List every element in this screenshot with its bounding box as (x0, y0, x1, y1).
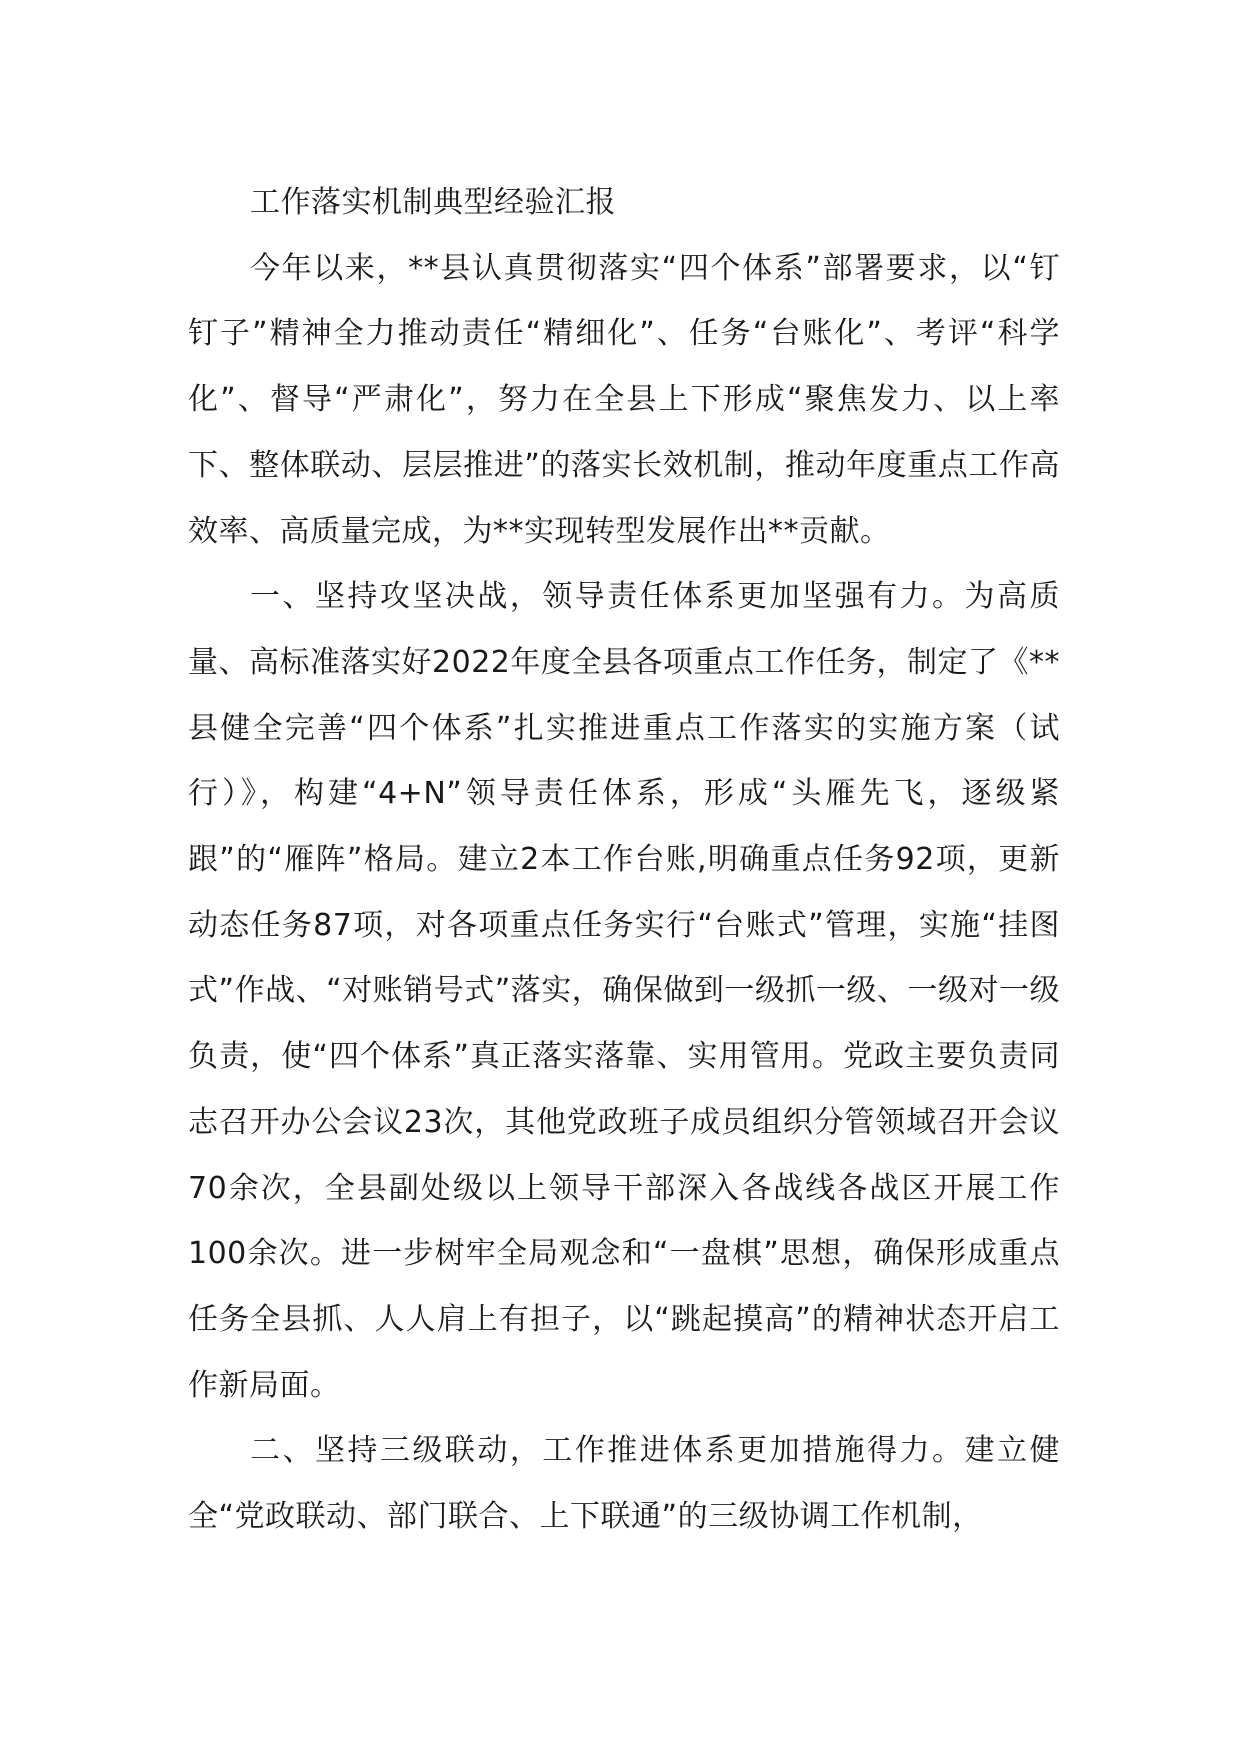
paragraph-section-one: 一、坚持攻坚决战，领导责任体系更加坚强有力。为高质量、高标准落实好2022年度全县各项重点工作任务，制定了《**县健全完善“四个体系”扎实推进重点工作落实的实施方案（试行）》，构建“4+N”领导责任体系，形成“头雁先飞，逐级紧跟”的“雁阵”格局。建立2本工作台账,明确重点任务92项，更新动态任务87项，对各项重点任务实行“台账式”管理，实施“挂图式”作战、“对账销号式”落实，确保做到一级抓一级、一级对一级负责，使“四个体系”真正落实落靠、实用管用。党政主要负责同志召开办公会议23次，其他党政班子成员组织分管领域召开会议70余次，全县副处级以上领导干部深入各战线各战区开展工作100余次。进一步树牢全局观念和“一盘棋”思想，确保形成重点任务全县抓、人人肩上有担子，以“跳起摸高”的精神状态开启工作新局面。 (188, 579, 1060, 1403)
document-title: 工作落实机制典型经验汇报 (250, 185, 616, 220)
paragraph-intro: 今年以来，**县认真贯彻落实“四个体系”部署要求，以“钉钉子”精神全力推动责任“精细化”、任务“台账化”、考评“科学化”、督导“严肃化”，努力在全县上下形成“聚焦发力、以上率下、整体联动、层层推进”的落实长效机制，推动年度重点工作高效率、高质量完成，为**实现转型发展作出**贡献。 (188, 250, 1060, 549)
paragraph-section-two: 二、坚持三级联动，工作推进体系更加措施得力。建立健全“党政联动、部门联合、上下联通”的三级协调工作机制， (188, 1433, 1060, 1535)
document-body (188, 170, 1060, 1550)
